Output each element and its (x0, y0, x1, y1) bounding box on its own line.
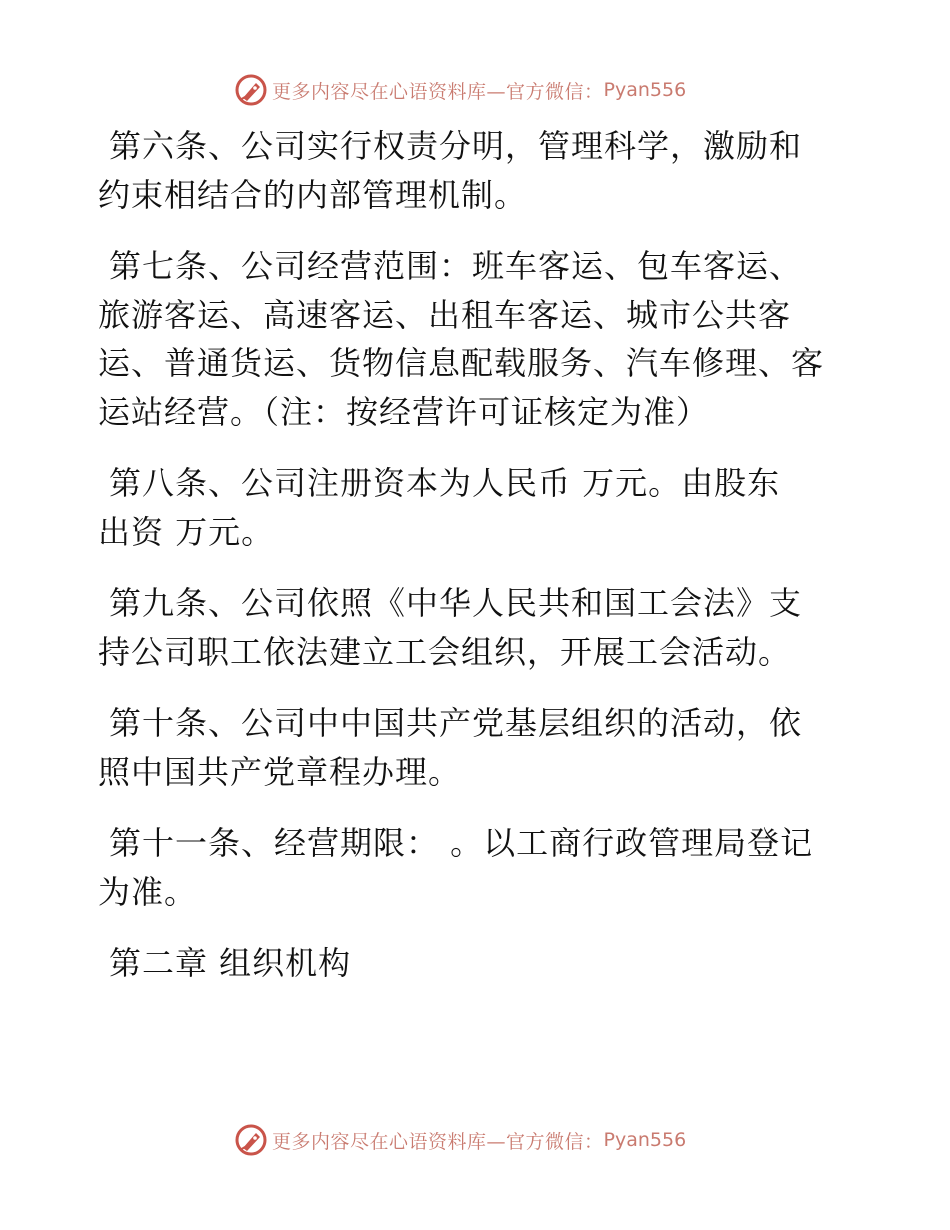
paragraph-line: 运站经营。（注：按经营许可证核定为准） (98, 392, 710, 431)
paragraph-line: 旅游客运、高速客运、出租车客运、城市公共客 (98, 295, 792, 334)
footer-watermark (234, 1120, 714, 1160)
chapter-heading-line: 第二章 组织机构 (109, 944, 352, 982)
header-watermark (234, 70, 714, 110)
paragraph-line: 约束相结合的内部管理机制。 (98, 175, 528, 214)
paragraph-line: 持公司职工依法建立工会组织，开展工会活动。 (98, 632, 792, 671)
paragraph-line: 为准。 (98, 872, 198, 911)
document-body (98, 122, 888, 1011)
article-9-paragraph (98, 579, 888, 676)
article-11-paragraph (98, 819, 888, 916)
paragraph-line: 照中国共产党章程办理。 (98, 752, 462, 791)
article-7-paragraph (98, 242, 888, 436)
pen-nib-logo-icon (234, 73, 268, 107)
pen-nib-logo-icon (234, 1123, 268, 1157)
article-6-paragraph (98, 122, 888, 219)
paragraph-line: 第十条、公司中中国共产党基层组织的活动，依 (109, 704, 803, 742)
footer-watermark-wechat-id: Pyan556 (603, 1129, 687, 1151)
paragraph-line: 第八条、公司注册资本为人民币 万元。由股东 (109, 464, 781, 502)
header-watermark-wechat-id: Pyan556 (603, 79, 687, 101)
paragraph-line: 第六条、公司实行权责分明，管理科学，激励和 (109, 127, 803, 165)
article-8-paragraph (98, 459, 888, 556)
footer-watermark-text: 更多内容尽在心语资料库—官方微信： (272, 1130, 604, 1153)
paragraph-line: 运、普通货运、货物信息配载服务、汽车修理、客 (98, 344, 825, 382)
paragraph-line: 第十一条、经营期限： 。以工商行政管理局登记 (109, 824, 814, 862)
paragraph-line: 第九条、公司依照《中华人民共和国工会法》支 (109, 584, 803, 622)
chapter-2-heading (98, 939, 888, 988)
paragraph-line: 第七条、公司经营范围：班车客运、包车客运、 (109, 247, 803, 285)
header-watermark-text: 更多内容尽在心语资料库—官方微信： (272, 80, 604, 103)
article-10-paragraph (98, 699, 888, 796)
paragraph-line: 出资 万元。 (98, 512, 275, 551)
